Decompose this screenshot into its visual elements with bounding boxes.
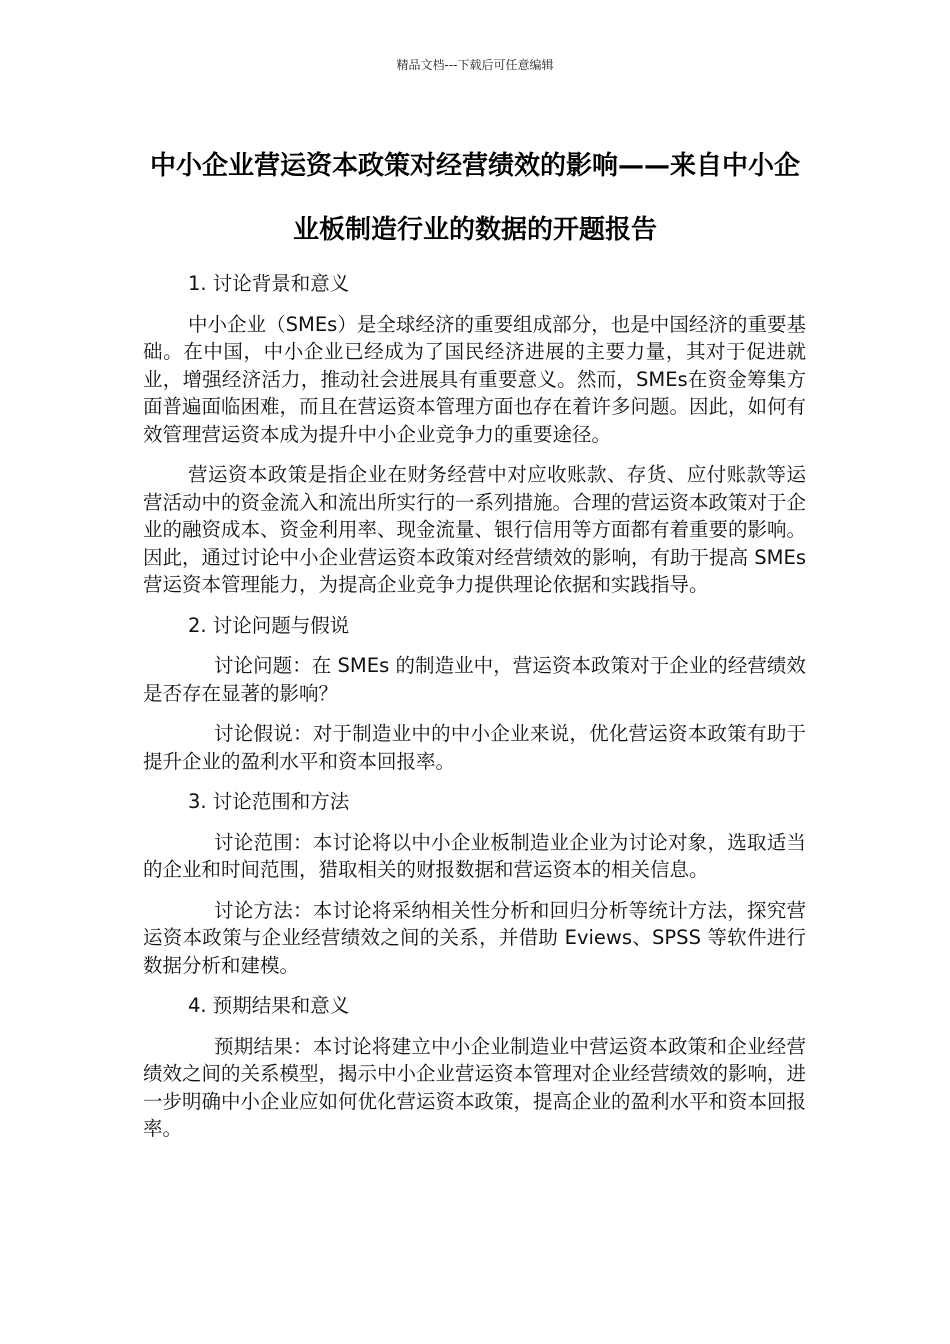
section-heading-scope: 3. 讨论范围和方法	[188, 790, 350, 813]
paragraph-research-question: 讨论问题：在 SMEs 的制造业中，营运资本政策对于企业的经营绩效是否存在显著的影响？	[143, 654, 806, 705]
document-body	[143, 270, 806, 1156]
section-heading-background: 1. 讨论背景和意义	[188, 272, 350, 295]
paragraph-research-hypothesis: 讨论假说：对于制造业中的中小企业来说，优化营运资本政策有助于提升企业的盈利水平和资本回报率。	[143, 722, 806, 773]
paragraph-expected-results: 预期结果：本讨论将建立中小企业制造业中营运资本政策和企业经营绩效之间的关系模型，揭示中小企业营运资本管理对企业经营绩效的影响，进一步明确中小企业应如何优化营运资本政策，提高企业的盈利水平和资本回报率。	[143, 1034, 807, 1140]
section-heading-expected: 4. 预期结果和意义	[188, 994, 350, 1017]
paragraph-research-method: 讨论方法：本讨论将采纳相关性分析和回归分析等统计方法，探究营运资本政策与企业经营绩效之间的关系，并借助 Eviews、SPSS 等软件进行数据分析和建模。	[143, 898, 806, 977]
paragraph-smes-importance: 中小企业（SMEs）是全球经济的重要组成部分，也是中国经济的重要基础。在中国，中小企业已经成为了国民经济进展的主要力量，其对于促进就业，增强经济活力，推动社会进展具有重要意义。然而，SMEs在资金筹集方面普遍面临困难，而且在营运资本管理方面也存在着许多问题。因此，如何有效管理营运资本成为提升中小企业竞争力的重要途径。	[143, 312, 807, 446]
section-heading-questions: 2. 讨论问题与假说	[188, 613, 350, 637]
paragraph-working-capital-policy: 营运资本政策是指企业在财务经营中对应收账款、存货、应付账款等运营活动中的资金流入和流出所实行的一系列措施。合理的营运资本政策对于企业的融资成本、资金利用率、现金流量、银行信用等方面都有着重要的影响。因此，通过讨论中小企业营运资本政策对经营绩效的影响，有助于提高 SMEs 营运资本管理能力，为提高企业竞争力提供理论依据和实践指导。	[143, 463, 807, 596]
document-title: 中小企业营运资本政策对经营绩效的影响——来自中小企业板制造行业的数据的开题报告	[149, 151, 800, 245]
page-header: 精品文档---下载后可任意编辑	[396, 58, 554, 72]
paragraph-research-scope: 讨论范围：本讨论将以中小企业板制造业企业为讨论对象，选取适当的企业和时间范围，猎取相关的财报数据和营运资本的相关信息。	[143, 830, 806, 881]
